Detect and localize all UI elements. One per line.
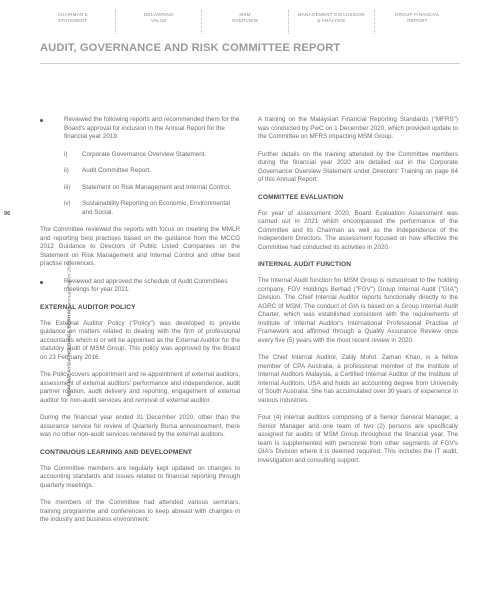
section-heading-continuous-learning: CONTINUOUS LEARNING AND DEVELOPMENT [40, 448, 192, 456]
paragraph: The Internal Audit function for MSM Group is outsourced to the holding company, FGV Holdings Berhad ("FGV") Group Internal Audit ("GIA") Division. The Chief Internal Auditor reports functionally directly to the AGRC of MSM. The conduct of GIA is based on a Group Internal Audit Charter, which was established consistent with the requirements of Institute of Internal Auditor's International Professional Practise of Framework and affirmed through a Quality Assurance Review once every five (5) years with the most recent review in 2020. [258, 277, 458, 344]
right-column [258, 116, 458, 474]
nav-label: STATEMENT [58, 17, 88, 23]
nav-msm-overview[interactable] [202, 10, 288, 34]
paragraph: The External Auditor Policy ("Policy") was developed to provide guidance on matters related to dealing with the firm of professional accountants which is or will be appointed as the External Auditor for the statutory audit of MSM Group. This policy was approved by the Board on 23 February 2016. [40, 319, 240, 361]
nav-group-financial-report[interactable] [375, 10, 460, 34]
list-item [40, 116, 240, 142]
nav-chairmans-statement[interactable] [30, 10, 116, 34]
nav-label: VALUE [150, 17, 167, 23]
top-navigation [30, 10, 460, 34]
paragraph: The Committee reviewed the reports with focus on meeting the MMLR and reporting best practises based on the guidance from the MCCG 2012 Guidance to Directors of Public Listed Companies on the Statement on Risk Management and Internal Control and other best practise references. [40, 226, 240, 267]
sidebar-report-year: Annual Report 2020 [66, 260, 72, 306]
item-text: Sustainability Reporting on Economic, Environmental and Social. [82, 200, 231, 216]
item-number: ii) [64, 167, 69, 174]
page-title: AUDIT, GOVERNANCE AND RISK COMMITTEE REPORT [40, 42, 341, 54]
nav-management-discussion[interactable] [289, 10, 375, 34]
nav-label: GROUP FINANCIAL [394, 12, 440, 17]
paragraph: During the financial year ended 31 December 2020, other than the assurance service for review of Quarterly Bursa announcement, there was no other non-audit services rendered by the external auditors. [40, 414, 240, 438]
list-item [64, 184, 240, 193]
nav-label: MSM [239, 12, 251, 17]
section-heading-internal-audit: INTERNAL AUDIT FUNCTION [258, 261, 352, 268]
sub-list [64, 151, 240, 218]
item-text: Statement on Risk Management and Internal Control. [82, 183, 231, 191]
paragraph: The Chief Internal Auditor, Zalily Mohd. Zaman Khan, is a fellow member of CPA Australia, a professional member of the Institute of Internal Auditors Malaysia, a Certified Internal Auditor of the Institute of Internal Auditors, USA and holds an accounting degree from University of South Australia. She has accumulated over 30 years of experience in various industries. [258, 354, 458, 404]
list-item [64, 200, 240, 217]
bullet-icon [40, 119, 43, 122]
paragraph: Further details on the training attended by the Committee members during the financial year 2020 are detailed out in the Corporate Governance Overview Statement under Directors' Training on page 84 of this Annual Report. [258, 150, 458, 183]
nav-label: REPORT [407, 17, 428, 23]
paragraph: The Committee members are regularly kept updated on changes to accounting standards and issues related to financial reporting through quarterly meetings. [40, 464, 240, 489]
title-divider [40, 63, 460, 64]
list-item [64, 151, 240, 160]
list-item [40, 278, 240, 295]
nav-label: & ANALYSIS [317, 17, 346, 23]
nav-delivering-value[interactable] [116, 10, 202, 34]
bullet-text: Reviewed and approved the schedule of Audit Committees meetings for year 2021. [64, 277, 228, 293]
list-item [64, 167, 240, 176]
item-number: i) [64, 150, 68, 158]
item-text: Audit Committee Report. [82, 167, 151, 174]
item-text: Corporate Governance Overview Statement. [82, 150, 207, 158]
paragraph: A training on the Malaysian Financial Reporting Standards ("MFRS") was conducted by PwC on 1 December 2020, which provided update to the Committee on MFRS impacting MSM Group. [258, 116, 458, 140]
paragraph: For year of assessment 2020, Board Evaluation Assessment was carried out in 2021 which encompassed the performance of the Committee and its Chairman as well as the Independence of the Independent Directors. The assessment focused on how effective the Committee had conducted its activities in 2020. [258, 209, 458, 251]
paragraph: The members of the Committee had attended various seminars, training programme and conferences to keep abreast with changes in the industry and business environment. [40, 499, 240, 523]
item-number: iv) [64, 200, 71, 207]
nav-label: MANAGEMENT DISCUSSION [297, 12, 365, 17]
section-heading-committee-evaluation: COMMITTEE EVALUATION [258, 193, 344, 201]
page-number: 96 [4, 211, 11, 217]
nav-label: CHAIRMAN'S [57, 12, 88, 17]
nav-label: OVERVIEW [231, 17, 259, 23]
paragraph: Four (4) internal auditors comprising of a Senior General Manager, a Senior Manager and one team of two (2) persons are specifically assigned for audits of MSM Group throughout the financial year. The team is supplemented with personnel from other segments of FGV's GIA's Division where it is deemed required. This includes the IT audit, investigation and consulting support. [258, 414, 458, 464]
bullet-icon [40, 281, 43, 284]
nav-label: DELIVERING [143, 12, 174, 17]
left-column [40, 116, 240, 534]
section-heading-external-auditor: EXTERNAL AUDITOR POLICY [40, 303, 136, 311]
item-number: iii) [64, 183, 71, 191]
bullet-text: Reviewed the following reports and recommended them for the Board's approval for inclusion in the Annual Report for the financial year 2019: [64, 116, 240, 140]
sidebar-company: MSM MALAYSIA HOLDINGS BERHAD [66, 307, 72, 397]
paragraph: The Policy covers appointment and re-appointment of external auditors, assessment of external auditors' performance and independence, audit partner rotation, audit delivery and reporting, engagement of external auditor for non-audit services and removal of external auditor. [40, 371, 240, 404]
